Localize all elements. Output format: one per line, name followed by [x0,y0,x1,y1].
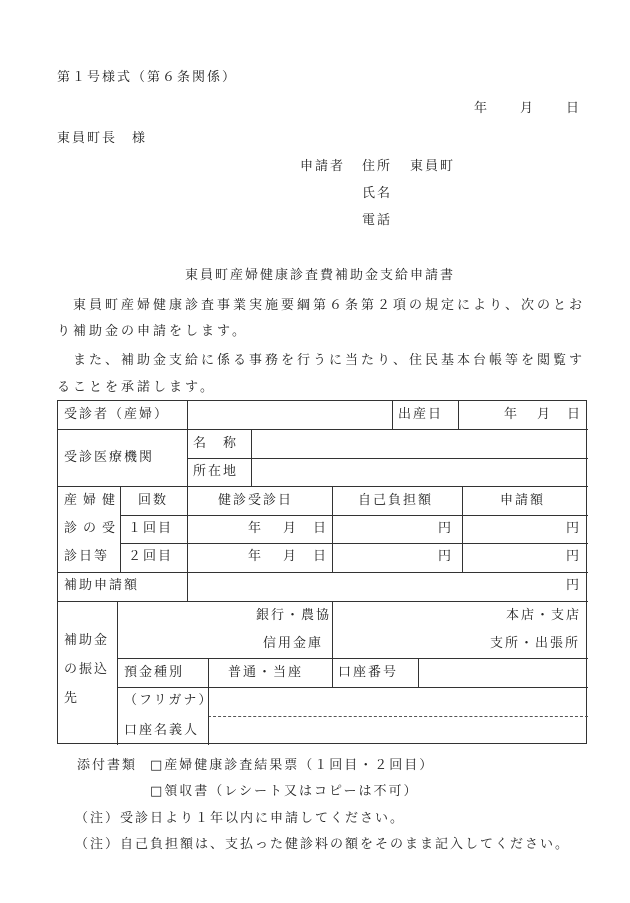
institution-label: 受診医療機関 [64,450,155,465]
birth-month-unit: 月 [537,407,553,422]
institution-location-input[interactable] [253,460,586,485]
phone-label: 電話 [362,213,393,228]
birth-date-label: 出産日 [398,407,444,422]
institution-name-input[interactable] [253,431,586,457]
paragraph2-line1: また、補助金支給に係る事務を行うに当たり、住民基本台帳等を閲覧す [73,353,586,368]
account-number-label: 口座番号 [338,665,399,680]
checkup-label-line3: 診日等 [64,549,110,564]
attachments-label: 添付書類 [77,758,138,773]
row1-request-yen: 円 [566,521,582,536]
address-label: 住所 [362,159,393,174]
address-value: 東員町 [410,159,456,174]
paragraph1-line2: り補助金の申請をします。 [57,324,248,339]
date-month: 月 [520,101,536,116]
transfer-label-line3: 先 [64,691,80,706]
application-form-table [57,400,587,744]
col-request-amount-header: 申請額 [500,493,546,508]
deposit-type-value[interactable]: 普通・当座 [228,665,304,680]
document-title: 東員町産婦健康診査費補助金支給申請書 [185,268,456,283]
name-label: 氏名 [362,186,393,201]
subsidy-amount-label: 補助申請額 [64,578,140,593]
transfer-label-line2: の振込 [64,662,110,677]
attachment-receipt: □領収書（レシート又はコピーは不可） [150,784,419,799]
birth-day-unit: 日 [567,407,583,422]
institution-location-label: 所在地 [193,464,239,479]
account-number-input[interactable] [420,660,586,686]
row2-year-unit: 年 [248,549,264,564]
date-year: 年 [474,101,490,116]
row2-day-unit: 日 [313,549,329,564]
transfer-label-line1: 補助金 [64,633,110,648]
furigana-input[interactable] [210,689,586,715]
col-count-header: 回数 [138,493,169,508]
row2-self-pay-yen: 円 [438,549,454,564]
furigana-label: （フリガナ） [124,693,214,708]
row1-self-pay-yen: 円 [438,521,454,536]
row2-count: ２回目 [128,549,174,564]
checkup-label-line2: 診の受 [64,521,122,536]
note-deadline: （注）受診日より１年以内に申請してください。 [75,811,406,826]
attachment-result-form: □産婦健康診査結果票（１回目・２回目） [150,758,435,773]
row1-year-unit: 年 [248,521,264,536]
examinee-label: 受診者（産婦） [64,407,170,422]
col-exam-date-header: 健診受診日 [218,493,294,508]
paragraph1-line1: 東員町産婦健康診査事業実施要綱第６条第２項の規定により、次のとお [73,298,586,313]
applicant-label: 申請者 [300,159,346,174]
subsidy-yen: 円 [566,578,582,593]
account-holder-label: 口座名義人 [124,723,200,738]
checkup-label-line1: 産婦健 [64,493,122,508]
row2-request-yen: 円 [566,549,582,564]
subsidy-amount-input[interactable] [189,573,586,600]
note-self-pay: （注）自己負担額は、支払った健診料の額をそのまま記入してください。 [75,837,571,852]
examinee-input[interactable] [189,402,391,428]
birth-year-unit: 年 [504,407,520,422]
credit-union-label: 信用金庫 [263,636,324,651]
bank-label: 銀行・農協 [256,608,332,623]
row1-day-unit: 日 [313,521,329,536]
paragraph2-line2: ることを承諾します。 [57,380,216,395]
office-label: 支所・出張所 [490,636,581,651]
addressee: 東員町長 様 [57,131,148,146]
col-self-pay-header: 自己負担額 [358,493,434,508]
date-day: 日 [566,101,582,116]
row1-month-unit: 月 [283,521,299,536]
form-number: 第１号様式（第６条関係） [57,70,238,85]
branch-label: 本店・支店 [506,608,582,623]
institution-name-label: 名 称 [193,436,239,451]
deposit-type-label: 預金種別 [124,665,185,680]
row2-month-unit: 月 [283,549,299,564]
row1-count: １回目 [128,521,174,536]
account-holder-input[interactable] [210,718,586,743]
